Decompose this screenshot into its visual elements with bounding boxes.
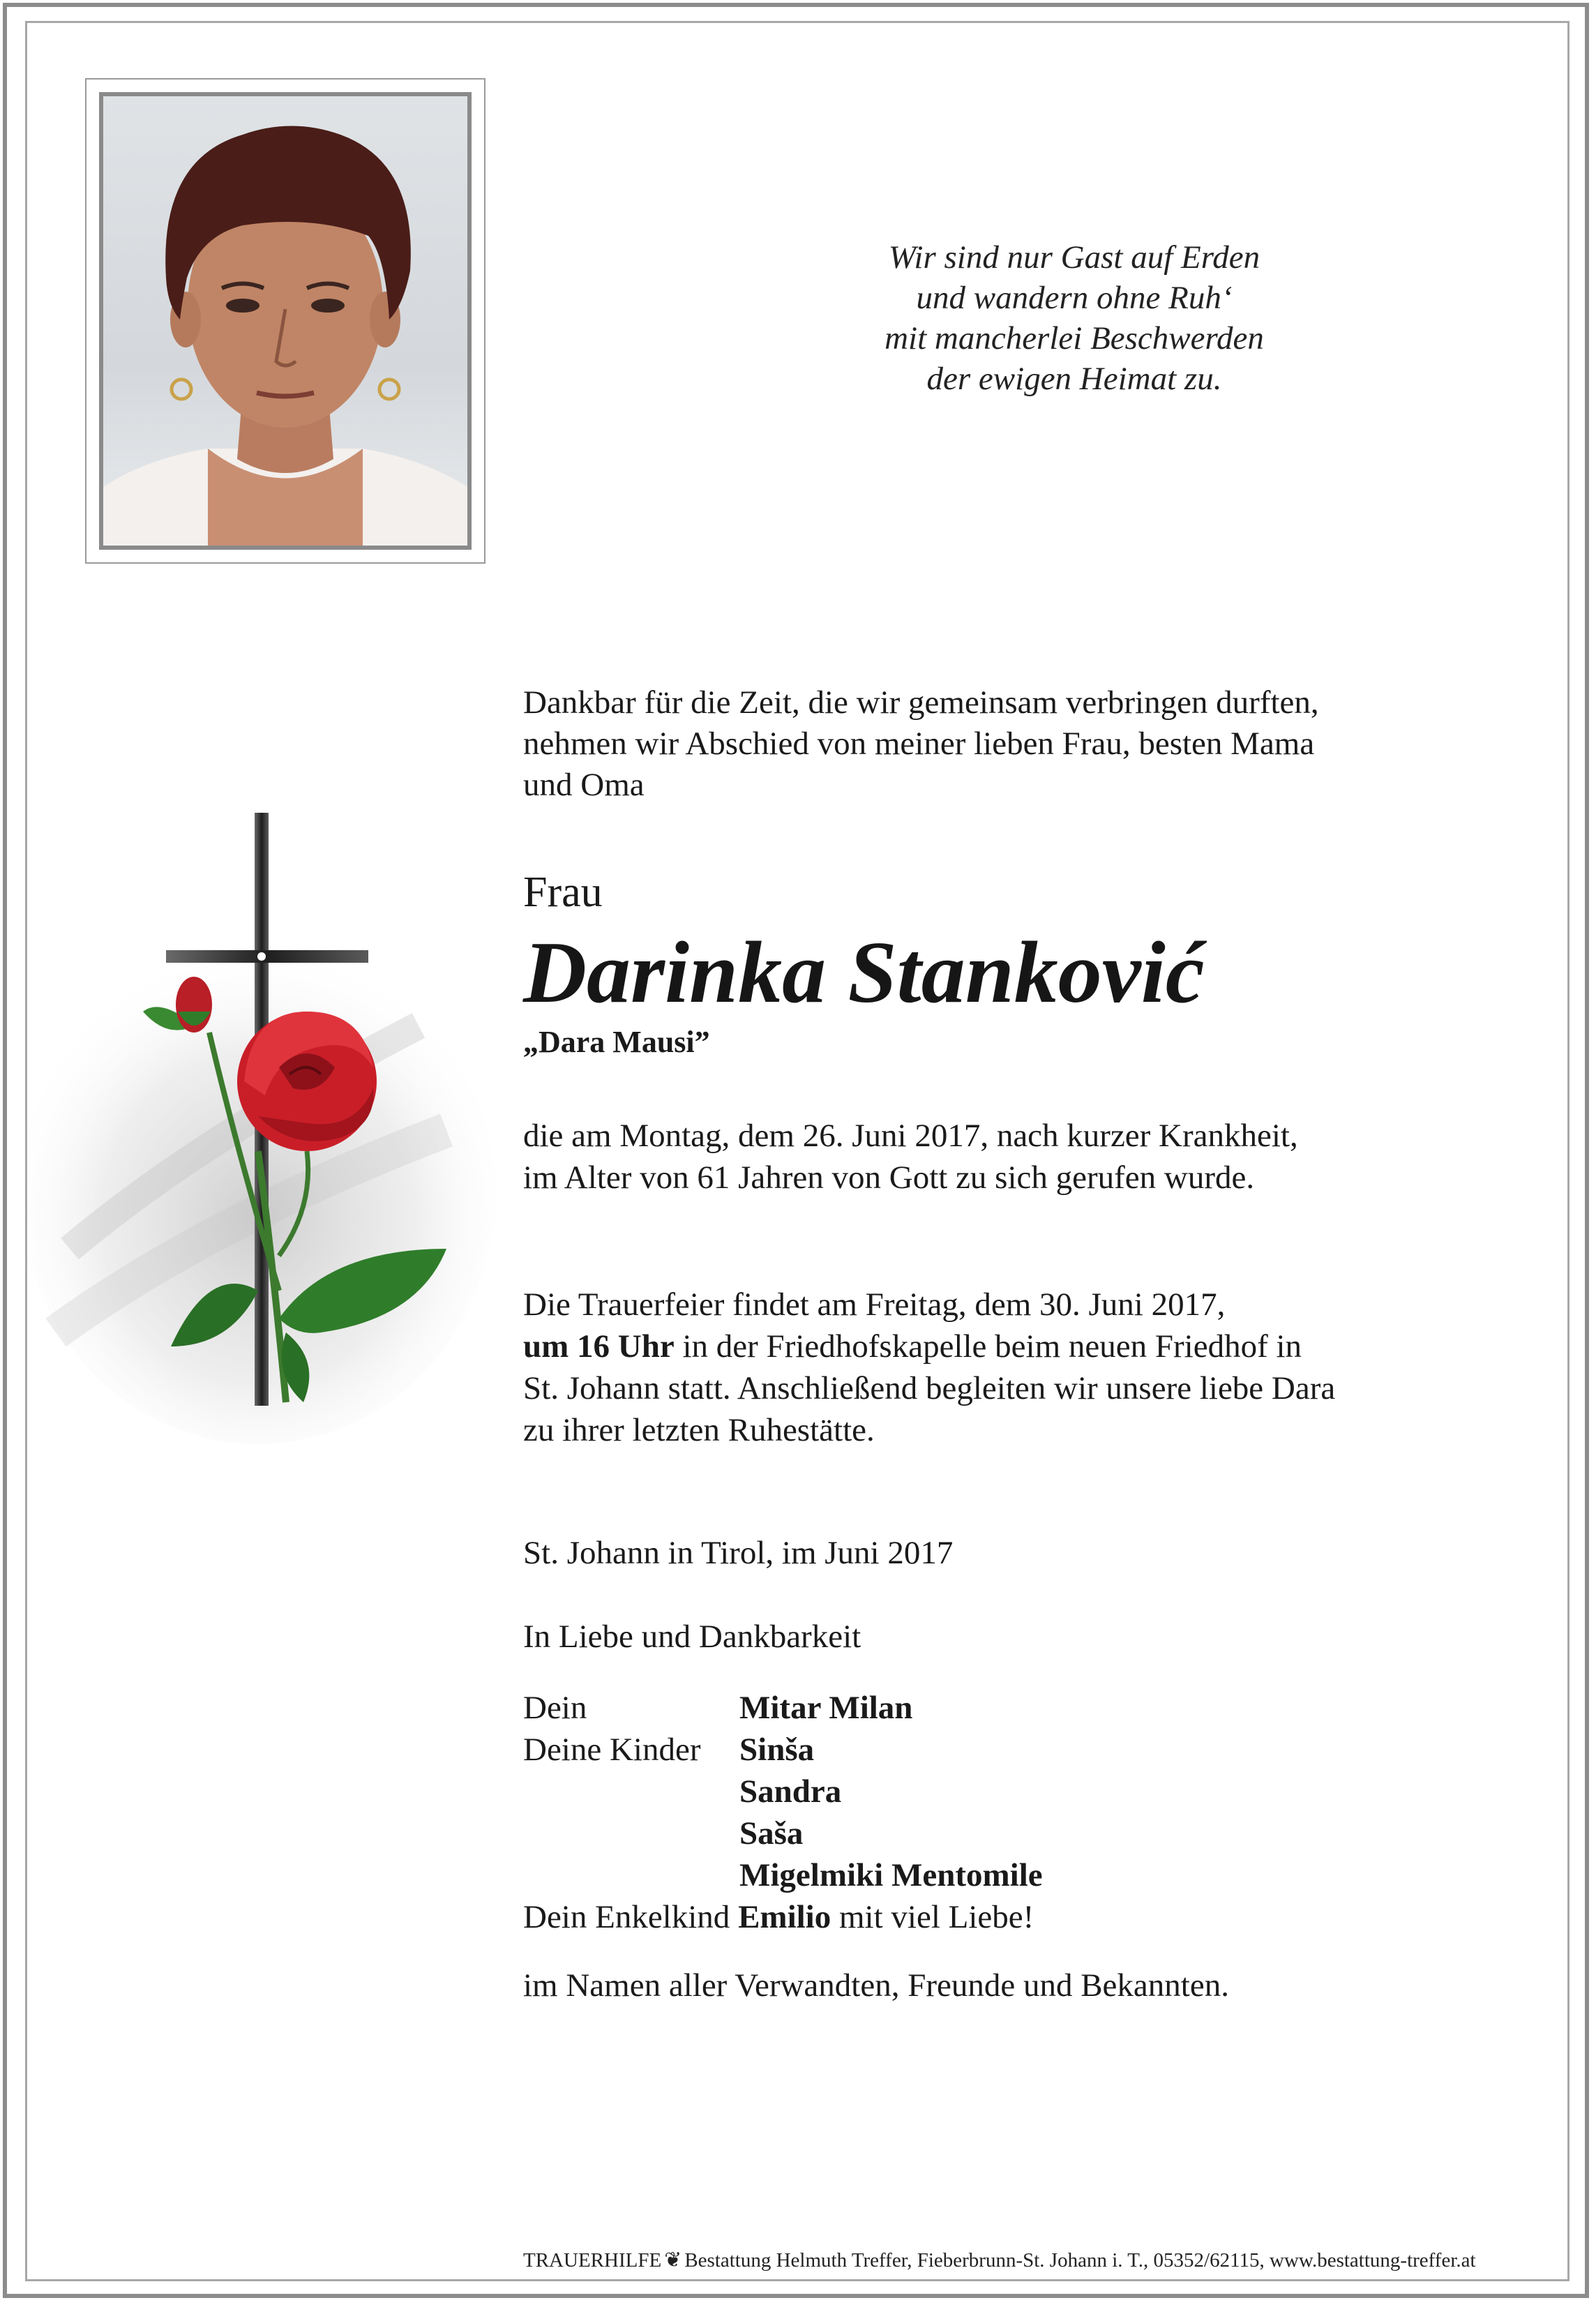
intro-line: Dankbar für die Zeit, die wir gemeinsam verbringen durften, [523, 684, 1319, 721]
funeral-notice [523, 1284, 1514, 1451]
place-date: St. Johann in Tirol, im Juni 2017 [523, 1535, 954, 1571]
poem-line: und wandern ohne Ruh‘ [916, 280, 1233, 316]
love-line: In Liebe und Dankbarkeit [523, 1619, 861, 1655]
death-notice-line: die am Montag, dem 26. Juni 2017, nach kurzer Krankheit, [523, 1118, 1298, 1154]
family-name: Sinša [739, 1732, 815, 1768]
death-notice-line: im Alter von 61 Jahren von Gott zu sich gerufen wurde. [523, 1159, 1255, 1196]
deceased-nickname: „Dara Mausi” [523, 1025, 710, 1059]
family-name: Mitar Milan [739, 1690, 913, 1726]
funeral-line [523, 1326, 1514, 1367]
portrait-frame [85, 78, 485, 564]
intro-line: und Oma [523, 767, 645, 803]
grandchild-suffix: mit viel Liebe! [831, 1899, 1034, 1935]
grandchild-prefix: Dein Enkelkind [523, 1899, 739, 1935]
funeral-location: in der Friedhofskapelle beim neuen Friedhof in [674, 1328, 1302, 1365]
family-child [523, 1771, 841, 1812]
poem [795, 237, 1353, 399]
family-name: Migelmiki Mentomile [739, 1857, 1043, 1893]
family-child [523, 1812, 803, 1854]
salutation: Frau [523, 869, 603, 916]
portrait-photo [99, 92, 472, 550]
family-name: Sandra [739, 1773, 842, 1810]
family-children [523, 1729, 814, 1771]
family-child [523, 1854, 1043, 1896]
funeral-line: Die Trauerfeier findet am Freitag, dem 30. Juni 2017, [523, 1286, 1226, 1323]
family-name: Emilio [738, 1899, 831, 1935]
footer-brand: TRAUERHILFE [523, 2249, 662, 2272]
family-name: Saša [739, 1815, 804, 1852]
intro-text [523, 682, 1500, 806]
cross-with-rose-icon [28, 802, 502, 1500]
closing-line: im Namen aller Verwandten, Freunde und Bekannten. [523, 1967, 1229, 2004]
family-label: Deine Kinder [523, 1732, 701, 1768]
intro-line: nehmen wir Abschied von meiner lieben Frau, besten Mama [523, 726, 1315, 762]
poem-line: Wir sind nur Gast auf Erden [888, 239, 1260, 276]
footer-text: Bestattung Helmuth Treffer, Fieberbrunn-St. Johann i. T., 05352/62115, www.bestattung-treffer.at [684, 2249, 1476, 2272]
family-husband [523, 1687, 912, 1729]
feather-icon: ❦ [664, 2248, 682, 2272]
footer [523, 2248, 1476, 2273]
funeral-time: um 16 Uhr [523, 1328, 675, 1365]
death-notice [523, 1115, 1514, 1199]
funeral-line: St. Johann statt. Anschließend begleiten wir unsere liebe Dara [523, 1370, 1336, 1406]
funeral-line: zu ihrer letzten Ruhestätte. [523, 1412, 875, 1448]
poem-line: mit mancherlei Beschwerden [884, 320, 1264, 356]
deceased-name: Darinka Stanković [523, 924, 1205, 1021]
poem-line: der ewigen Heimat zu. [926, 361, 1222, 397]
portrait-illustration [103, 96, 467, 546]
family-label: Dein [523, 1690, 587, 1726]
family-grandchild [523, 1896, 1034, 1938]
